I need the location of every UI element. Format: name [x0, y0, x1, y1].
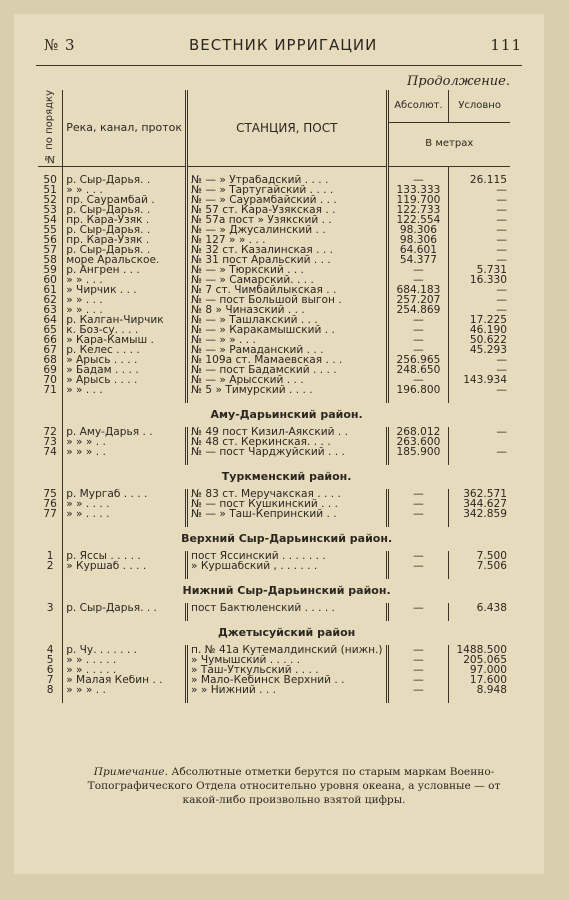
conditional-cell: — [496, 354, 507, 365]
row-number: 56 [38, 235, 63, 245]
row-number: 72 [38, 427, 63, 437]
conditional-cell: 7.500 [476, 550, 507, 561]
river-cell: » » . . . . . [63, 655, 187, 665]
absolute-cell: — [387, 561, 449, 571]
section-row [38, 465, 510, 489]
row-number: 52 [38, 195, 63, 205]
station-cell: пост Яссинский . . . . . . . [187, 551, 388, 561]
conditional-cell: 143.934 [463, 374, 507, 385]
river-cell: » » . . . [63, 305, 187, 315]
table-row [38, 499, 510, 509]
table-row [38, 305, 510, 315]
absolute-cell: 196.800 [387, 385, 449, 395]
row-number: 71 [38, 385, 63, 395]
table-row [38, 275, 510, 285]
conditional-cell: — [496, 254, 507, 265]
conditional-cell: — [496, 384, 507, 395]
absolute-cell: — [387, 645, 449, 655]
absolute-cell: — [387, 675, 449, 685]
conditional-cell: — [496, 244, 507, 255]
page-number: 111 [490, 36, 522, 54]
gap-cell [187, 395, 388, 403]
col-abs-header: Абсолют. [387, 90, 449, 122]
table-row [38, 325, 510, 335]
table-row [38, 285, 510, 295]
station-cell: № — » Тюркский . . . [187, 265, 388, 275]
gap-cell [38, 457, 63, 465]
row-number: 57 [38, 245, 63, 255]
conditional-cell [449, 437, 510, 447]
conditional-cell: 97.000 [469, 664, 507, 675]
conditional-cell: — [496, 234, 507, 245]
conditional-cell: 5.731 [476, 264, 507, 275]
col-cond-header: Условно [449, 90, 510, 122]
table-row [38, 685, 510, 695]
table-row [38, 185, 510, 195]
absolute-cell: — [387, 489, 449, 499]
gap-cell [187, 695, 388, 703]
conditional-cell: — [496, 204, 507, 215]
table-body [38, 166, 510, 703]
journal-title: ВЕСТНИК ИРРИГАЦИИ [189, 36, 378, 54]
river-cell: р. Ангрен . . . [63, 265, 187, 275]
station-cell: № — » Самарский. . . . [187, 275, 388, 285]
river-cell: » Бадам . . . . [63, 365, 187, 375]
absolute-cell: — [387, 345, 449, 355]
table-row [38, 345, 510, 355]
river-cell: » » . . . . [63, 499, 187, 509]
row-number: 58 [38, 255, 63, 265]
conditional-cell: 205.065 [463, 654, 507, 665]
conditional-cell: 342.859 [463, 508, 507, 519]
continuation-label: Продолжение. [406, 74, 510, 89]
gap-cell [63, 519, 187, 527]
section-title: Джетысуйский район [217, 625, 356, 639]
conditional-cell: — [496, 364, 507, 375]
gap-cell [187, 166, 388, 175]
conditional-cell: 16.330 [469, 274, 507, 285]
station-cell: № — пост Бадамский . . . . [187, 365, 388, 375]
river-cell: » » . . . [63, 185, 187, 195]
absolute-cell: 122.733 [387, 205, 449, 215]
table-row [38, 437, 510, 447]
river-cell: к. Боз-су. . . . [63, 325, 187, 335]
station-cell: № — » Джусалинский . . [187, 225, 388, 235]
gap-cell [38, 613, 63, 621]
river-cell: р. Сыр-Дарья. . [63, 225, 187, 235]
gap-cell [63, 695, 187, 703]
section-row [38, 527, 510, 551]
station-cell: № 8 » Чиназский . . . [187, 305, 388, 315]
table-row [38, 385, 510, 395]
row-number: 3 [38, 603, 63, 613]
conditional-cell: — [496, 184, 507, 195]
river-cell: » » . . . . [63, 509, 187, 519]
station-cell: № 109a ст. Мамаевская . . . [187, 355, 388, 365]
row-number: 62 [38, 295, 63, 305]
gap-cell [387, 395, 449, 403]
station-cell: № — » » . . . [187, 335, 388, 345]
section-spacer [38, 465, 63, 489]
row-number: 50 [38, 175, 63, 185]
footnote-text: Абсолютные отметки берутся по старым маркам Военно-Топографического Отдела относительно уровня океана, а условные — от какой-либо произвольно взятой цифры. [87, 766, 501, 806]
absolute-cell: — [387, 325, 449, 335]
river-cell: » » » . . [63, 685, 187, 695]
row-number: 60 [38, 275, 63, 285]
gap-cell [449, 613, 510, 621]
row-number: 7 [38, 675, 63, 685]
section-title: Верхний Сыр-Дарьинский район. [181, 531, 393, 545]
river-cell: р. Келес . . . . [63, 345, 187, 355]
absolute-cell: 268.012 [387, 427, 449, 437]
table-row [38, 489, 510, 499]
absolute-cell: — [387, 375, 449, 385]
gap-cell [387, 166, 449, 175]
gap-cell [187, 613, 388, 621]
conditional-cell: — [496, 294, 507, 305]
row-number: 55 [38, 225, 63, 235]
conditional-cell: — [496, 426, 507, 437]
river-cell: р. Сыр-Дарья. . [63, 205, 187, 215]
station-cell: № — пост Чарджуйский . . . [187, 447, 388, 457]
conditional-cell: 45.293 [469, 344, 507, 355]
conditional-cell: — [496, 224, 507, 235]
station-cell: » » Нижний . . . [187, 685, 388, 695]
conditional-cell: 6.438 [476, 602, 507, 613]
absolute-cell: 254.869 [387, 305, 449, 315]
row-number: 8 [38, 685, 63, 695]
absolute-cell: — [387, 499, 449, 509]
gap-cell [38, 519, 63, 527]
gap-cell [187, 571, 388, 579]
gap-cell [387, 519, 449, 527]
table-row [38, 245, 510, 255]
table-row [38, 215, 510, 225]
table-row [38, 235, 510, 245]
station-cell: № 83 ст. Меручакская . . . . [187, 489, 388, 499]
absolute-cell: 263.600 [387, 437, 449, 447]
gap-cell [187, 457, 388, 465]
conditional-cell: — [496, 214, 507, 225]
col-no-header: № по порядку [38, 90, 63, 166]
station-cell: № 48 ст. Керкинская. . . . [187, 437, 388, 447]
station-cell: № 57 ст. Кара-Узякская . . [187, 205, 388, 215]
absolute-cell: 122.554 [387, 215, 449, 225]
gap-cell [449, 457, 510, 465]
gap-cell [38, 166, 63, 175]
conditional-cell: 1488.500 [456, 644, 507, 655]
section-row [38, 579, 510, 603]
page [14, 14, 544, 874]
row-number: 4 [38, 645, 63, 655]
river-cell: » Чирчик . . . [63, 285, 187, 295]
row-number: 5 [38, 655, 63, 665]
gap-cell [38, 395, 63, 403]
station-cell: № — » Тартугайский . . . . [187, 185, 388, 195]
absolute-cell: — [387, 509, 449, 519]
river-cell: » » » . . [63, 447, 187, 457]
station-cell: пост Бактюленский . . . . . [187, 603, 388, 613]
section-row [38, 621, 510, 645]
table-row [38, 665, 510, 675]
row-number: 76 [38, 499, 63, 509]
conditional-cell: 17.600 [469, 674, 507, 685]
gap-cell [387, 457, 449, 465]
absolute-cell: 256.965 [387, 355, 449, 365]
river-cell: » Малая Кебин . . [63, 675, 187, 685]
table-row [38, 675, 510, 685]
river-cell: р. Яссы . . . . . [63, 551, 187, 561]
row-number: 59 [38, 265, 63, 275]
row-number: 77 [38, 509, 63, 519]
table-row [38, 603, 510, 613]
row-number: 70 [38, 375, 63, 385]
absolute-cell: 119.700 [387, 195, 449, 205]
col-station-header: СТАНЦИЯ, ПОСТ [187, 90, 388, 166]
gap-row [38, 395, 510, 403]
gap-cell [449, 695, 510, 703]
absolute-cell: 98.306 [387, 225, 449, 235]
conditional-cell: 46.190 [469, 324, 507, 335]
river-cell: » Куршаб . . . . [63, 561, 187, 571]
gap-cell [38, 695, 63, 703]
row-number: 54 [38, 215, 63, 225]
absolute-cell: — [387, 685, 449, 695]
gap-cell [63, 166, 187, 175]
conditional-cell: 344.627 [463, 498, 507, 509]
station-cell: № — » Ташлакский . . . [187, 315, 388, 325]
gap-row [38, 457, 510, 465]
table-row [38, 645, 510, 655]
station-cell: № 57a пост » Узякский . . [187, 215, 388, 225]
stations-table [38, 90, 510, 703]
absolute-cell: — [387, 265, 449, 275]
row-number: 2 [38, 561, 63, 571]
river-cell: » » . . . [63, 385, 187, 395]
row-number: 6 [38, 665, 63, 675]
table-row [38, 655, 510, 665]
footnote [84, 765, 504, 807]
gap-cell [63, 457, 187, 465]
gap-cell [63, 613, 187, 621]
gap-row [38, 613, 510, 621]
river-cell: р. Сыр-Дарья. . [63, 175, 187, 185]
absolute-cell: 98.306 [387, 235, 449, 245]
absolute-cell: — [387, 335, 449, 345]
river-cell: » Кара-Камыш . [63, 335, 187, 345]
section-spacer [38, 579, 63, 603]
footnote-label: Примечание. [93, 766, 168, 778]
row-number: 73 [38, 437, 63, 447]
absolute-cell: — [387, 275, 449, 285]
gap-cell [387, 571, 449, 579]
gap-cell [449, 166, 510, 175]
gap-cell [63, 571, 187, 579]
station-cell: № — » Таш-Кепринский . . [187, 509, 388, 519]
conditional-cell: — [496, 194, 507, 205]
conditional-cell: — [496, 304, 507, 315]
absolute-cell: — [387, 665, 449, 675]
river-cell: » » . . . [63, 275, 187, 285]
gap-cell [387, 695, 449, 703]
row-number: 69 [38, 365, 63, 375]
station-cell: № — пост Большой выгон . [187, 295, 388, 305]
gap-cell [449, 571, 510, 579]
section-spacer [38, 403, 63, 427]
river-cell: » Арысь . . . . [63, 375, 187, 385]
gap-cell [387, 613, 449, 621]
row-number: 63 [38, 305, 63, 315]
table-row [38, 255, 510, 265]
station-cell: » Мало-Кебинск Верхний . . [187, 675, 388, 685]
section-title: Аму-Дарьинский район. [210, 407, 363, 421]
river-cell: » » . . . . . [63, 665, 187, 675]
table-row [38, 447, 510, 457]
section-title: Туркменский район. [221, 469, 352, 483]
conditional-cell: — [496, 284, 507, 295]
row-number: 67 [38, 345, 63, 355]
conditional-cell: 7.506 [476, 560, 507, 571]
station-cell: № — » Саурамбайский . . . [187, 195, 388, 205]
river-cell: море Аральское. [63, 255, 187, 265]
section-spacer [38, 621, 63, 645]
table-row [38, 355, 510, 365]
table-row [38, 509, 510, 519]
river-cell: р. Сыр-Дарья. . [63, 245, 187, 255]
station-cell: » Таш-Уткульский . . . . [187, 665, 388, 675]
conditional-cell: 17.225 [469, 314, 507, 325]
river-cell: р. Чу. . . . . . . [63, 645, 187, 655]
row-number: 66 [38, 335, 63, 345]
absolute-cell: — [387, 315, 449, 325]
gap-cell [449, 519, 510, 527]
table-row [38, 551, 510, 561]
river-cell: р. Мургаб . . . . [63, 489, 187, 499]
river-cell: » » » . . [63, 437, 187, 447]
river-cell: пр. Кара-Узяк . [63, 215, 187, 225]
station-cell: № 127 » » . . . [187, 235, 388, 245]
row-number: 51 [38, 185, 63, 195]
conditional-cell: — [496, 446, 507, 457]
river-cell: пр. Саурамбай . [63, 195, 187, 205]
row-number: 64 [38, 315, 63, 325]
absolute-cell: — [387, 603, 449, 613]
river-cell: р. Аму-Дарья . . [63, 427, 187, 437]
station-cell: № — » Каракамышский . . [187, 325, 388, 335]
row-number: 61 [38, 285, 63, 295]
table-row [38, 295, 510, 305]
station-cell: № — » Утрабадский . . . . [187, 175, 388, 185]
row-number: 74 [38, 447, 63, 457]
station-cell: п. № 41a Кутемалдинский (нижн.) [187, 645, 388, 655]
absolute-cell: — [387, 655, 449, 665]
gap-row [38, 571, 510, 579]
station-cell: № 5 » Тимурский . . . . [187, 385, 388, 395]
station-cell: № 7 ст. Чимбайлыкская . . [187, 285, 388, 295]
station-cell: № — » Рамаданский . . . [187, 345, 388, 355]
gap-cell [187, 519, 388, 527]
table-row [38, 335, 510, 345]
river-cell: » » . . . [63, 295, 187, 305]
table-row [38, 365, 510, 375]
absolute-cell: 133.333 [387, 185, 449, 195]
section-spacer [38, 527, 63, 551]
row-number: 68 [38, 355, 63, 365]
section-row [38, 403, 510, 427]
row-number: 53 [38, 205, 63, 215]
conditional-cell: 26.115 [469, 174, 507, 185]
table-row [38, 205, 510, 215]
river-cell: » Арысь . . . . [63, 355, 187, 365]
section-title: Нижний Сыр-Дарьинский район. [182, 583, 391, 597]
gap-cell [449, 395, 510, 403]
col-river-header: Река, канал, проток [63, 90, 187, 166]
row-number: 1 [38, 551, 63, 561]
table-row [38, 175, 510, 185]
conditional-cell: 50.622 [469, 334, 507, 345]
station-cell: № 31 пост Аральский . . . [187, 255, 388, 265]
absolute-cell: — [387, 551, 449, 561]
conditional-cell: 362.571 [463, 488, 507, 499]
gap-cell [63, 395, 187, 403]
station-cell: № — пост Кушкинский . . . [187, 499, 388, 509]
river-cell: р. Калган-Чирчик [63, 315, 187, 325]
station-cell: № 32 ст. Казалинская . . . [187, 245, 388, 255]
gap-row [38, 695, 510, 703]
row-number: 75 [38, 489, 63, 499]
table-row [38, 195, 510, 205]
table-row [38, 315, 510, 325]
station-cell: № 49 пост Кизил-Аякский . . [187, 427, 388, 437]
table-row [38, 265, 510, 275]
absolute-cell: 54.377 [387, 255, 449, 265]
table-row [38, 225, 510, 235]
table-row [38, 375, 510, 385]
gap-row [38, 519, 510, 527]
col-units-header: В метрах [387, 122, 510, 166]
header-rule [36, 65, 522, 66]
river-cell: р. Сыр-Дарья. . . [63, 603, 187, 613]
river-cell: пр. Кара-Узяк . [63, 235, 187, 245]
station-cell: № — » Арысский . . . [187, 375, 388, 385]
station-cell: » Куршабский , . . . . . . [187, 561, 388, 571]
gap-cell [38, 571, 63, 579]
conditional-cell: 8.948 [476, 684, 507, 695]
absolute-cell: 257.207 [387, 295, 449, 305]
station-cell: » Чумышский . . . . . [187, 655, 388, 665]
issue-number: № 3 [44, 36, 76, 54]
absolute-cell: 248.650 [387, 365, 449, 375]
absolute-cell: 64.601 [387, 245, 449, 255]
absolute-cell: 684.183 [387, 285, 449, 295]
table-row [38, 561, 510, 571]
absolute-cell: — [387, 175, 449, 185]
absolute-cell: 185.900 [387, 447, 449, 457]
gap-row [38, 166, 510, 175]
row-number: 65 [38, 325, 63, 335]
table-row [38, 427, 510, 437]
